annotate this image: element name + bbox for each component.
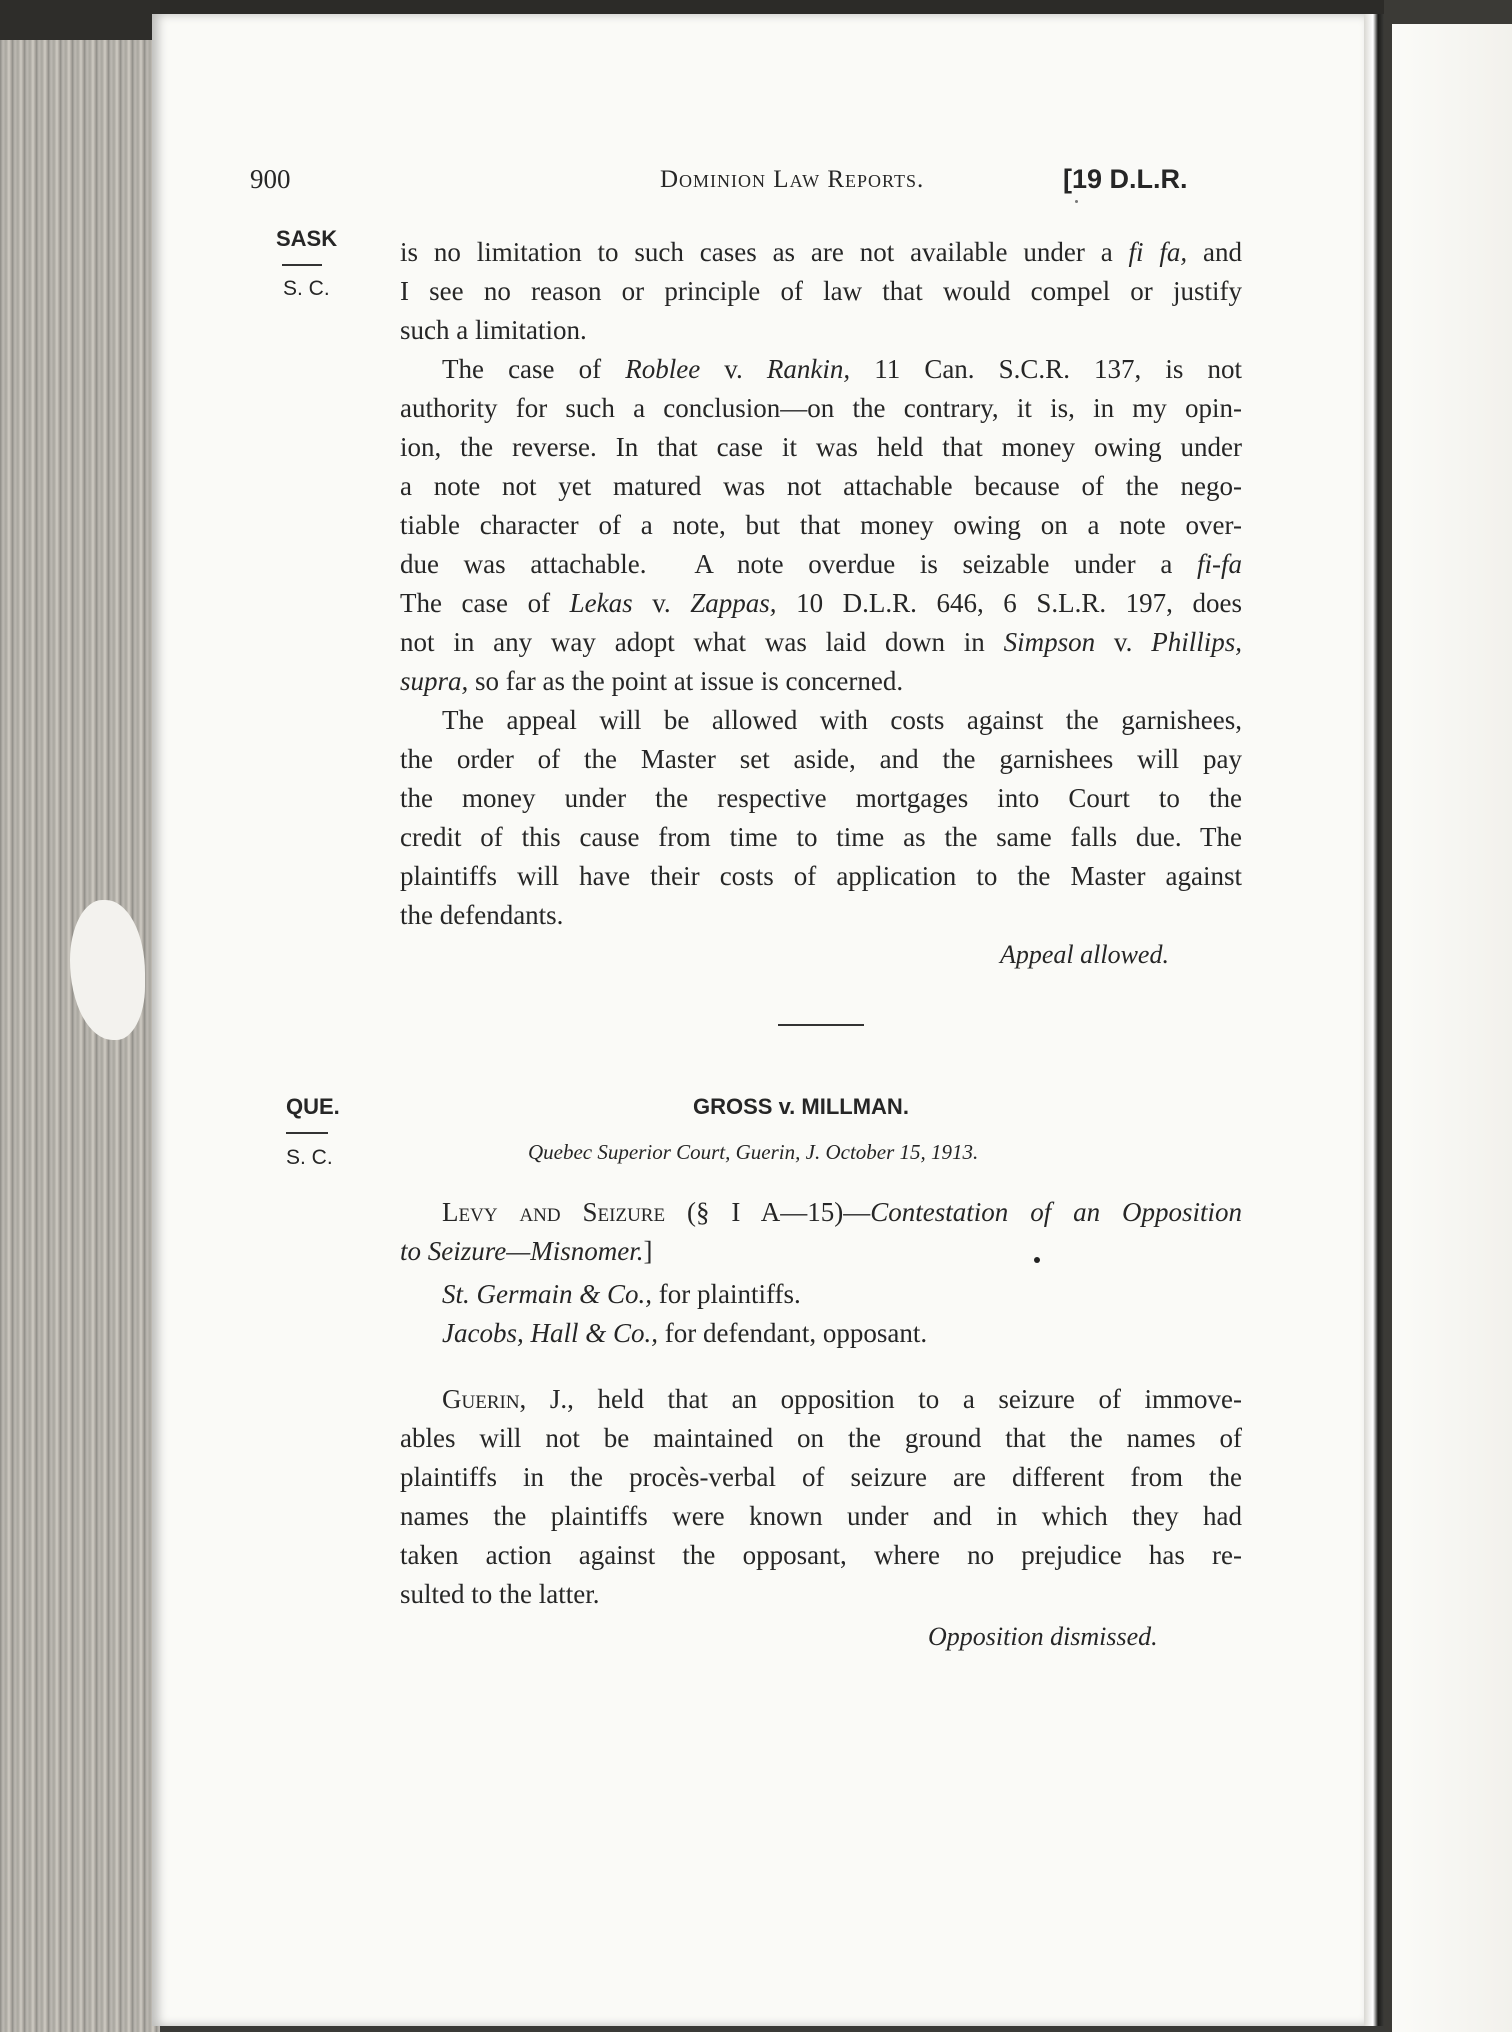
margin-court: SASK	[276, 226, 338, 251]
text-line: The appeal will be allowed with costs against the garnishees,	[442, 705, 1242, 735]
case-title: GROSS v. MILLMAN.	[693, 1094, 909, 1119]
running-title: Dominion Law Reports.	[660, 166, 925, 193]
text-line: taken action against the opposant, where no prejudice has re-	[400, 1540, 1242, 1570]
book-edge-top	[0, 0, 160, 40]
text-line: due was attachable. A note overdue is seizable under a fi-fa	[400, 549, 1242, 579]
text-line: sulted to the latter.	[400, 1579, 600, 1609]
text-line: the defendants.	[400, 900, 564, 930]
speck	[1075, 200, 1078, 203]
margin-court: QUE.	[286, 1094, 340, 1119]
page-fold	[1364, 14, 1384, 2026]
text-line: credit of this cause from time to time as the same falls due. The	[400, 822, 1242, 852]
text-line: The case of Roblee v. Rankin, 11 Can. S.C.R. 137, is not	[442, 354, 1242, 384]
holding	[400, 1380, 1242, 1614]
text-line: tiable character of a note, but that money owing on a note over-	[400, 510, 1242, 540]
text-line: ables will not be maintained on the ground that the names of	[400, 1423, 1242, 1453]
volume-label: [19 D.L.R.	[1063, 164, 1188, 194]
top-shadow	[152, 0, 1384, 14]
text-line: plaintiffs will have their costs of application to the Master against	[400, 861, 1242, 891]
text-line: plaintiffs in the procès-verbal of seizure are different from the	[400, 1462, 1242, 1492]
speck	[1034, 1257, 1040, 1263]
first-case-body	[400, 233, 1242, 935]
text-line: Levy and Seizure (§ I A—15)—Contestation of an Opposition	[442, 1197, 1243, 1227]
text-line: Guerin, J., held that an opposition to a seizure of immove-	[442, 1384, 1242, 1414]
headnote	[400, 1193, 1242, 1271]
margin-rule	[286, 1132, 328, 1134]
text-line: a note not yet matured was not attachable because of the nego-	[400, 471, 1242, 501]
counsel	[400, 1275, 1242, 1353]
text-line: such a limitation.	[400, 315, 587, 345]
text-line: not in any way adopt what was laid down in Simpson v. Phillips,	[400, 627, 1243, 657]
disposition-opposition: Opposition dismissed.	[928, 1622, 1158, 1651]
text-line: ion, the reverse. In that case it was held that money owing under	[400, 432, 1242, 462]
text-line: Jacobs, Hall & Co., for defendant, opposant.	[442, 1318, 928, 1348]
text-line: authority for such a conclusion—on the contrary, it is, in my opin-	[400, 393, 1242, 423]
text-line: supra, so far as the point at issue is concerned.	[400, 666, 904, 696]
text-line: St. Germain & Co., for plaintiffs.	[442, 1279, 801, 1309]
text-line: the order of the Master set aside, and the garnishees will pay	[400, 744, 1242, 774]
margin-division: S. C.	[286, 1146, 333, 1169]
case-separator	[778, 1024, 864, 1026]
text-line: The case of Lekas v. Zappas, 10 D.L.R. 646, 6 S.L.R. 197, does	[400, 588, 1242, 618]
margin-rule	[282, 264, 322, 266]
text-line: the money under the respective mortgages into Court to the	[400, 783, 1242, 813]
book-page-edges	[0, 40, 160, 2032]
court-line: Quebec Superior Court, Guerin, J. October 15, 1913.	[528, 1140, 979, 1164]
text-line: is no limitation to such cases as are not available under a fi fa, and	[400, 237, 1242, 267]
margin-division: S. C.	[283, 277, 330, 300]
text-line: names the plaintiffs were known under and in which they had	[400, 1501, 1242, 1531]
disposition-appeal: Appeal allowed.	[1000, 940, 1169, 969]
page-number: 900	[250, 164, 291, 194]
text-line: to Seizure—Misnomer.]	[400, 1236, 653, 1266]
text-line: I see no reason or principle of law that would compel or justify	[400, 276, 1242, 306]
next-page-strip	[1392, 24, 1512, 2032]
